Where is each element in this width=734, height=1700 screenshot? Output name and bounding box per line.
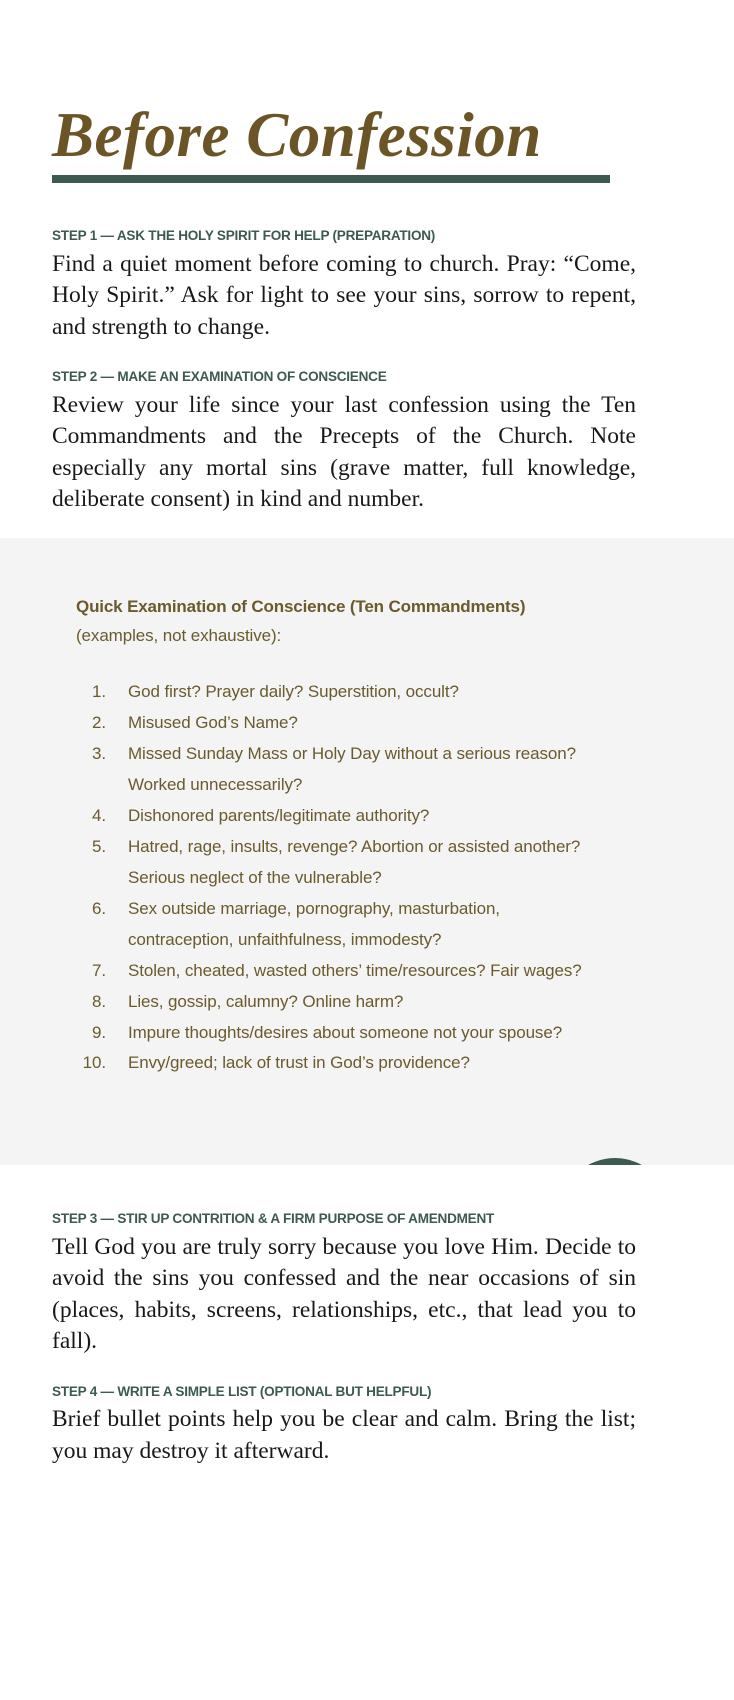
list-item [76,1018,606,1049]
list-item-text: Dishonored parents/legitimate authority? [128,805,430,825]
list-item-number: 7. [92,960,106,980]
list-item [76,832,606,894]
step-4-heading: STEP 4 — WRITE A SIMPLE LIST (OPTIONAL BUT HELPFUL) [52,1383,432,1400]
list-item-text: God first? Prayer daily? Superstition, occult? [128,682,459,702]
list-item-number: 3. [92,744,106,764]
list-item [76,739,606,801]
list-item-text: Misused God’s Name? [128,713,298,733]
step-2-heading: STEP 2 — MAKE AN EXAMINATION OF CONSCIENCE [52,369,387,386]
examination-list [76,677,606,1079]
list-item [76,894,606,956]
step-3-body: Tell God you are truly sorry because you love Him. Decide to avoid the sins you confessed and the near occasions of sin (places, habits, screens, relationships, etc., that lead you to fall). [52,1233,636,1355]
callout-title: Quick Examination of Conscience (Ten Commandments) [76,597,526,616]
list-item-number: 4. [92,805,106,825]
examination-callout-box [0,538,734,1165]
magnifying-glass-icon [545,1143,734,1165]
list-item-number: 10. [82,1053,106,1073]
list-item [76,987,606,1018]
list-item-number: 2. [92,713,106,733]
list-item-text: Sex outside marriage, pornography, masturbation, contraception, unfaithfulness, immodesty? [128,898,500,949]
list-item [76,801,606,832]
list-item-number: 5. [92,836,106,856]
title-block [52,100,652,183]
list-item-text: Impure thoughts/desires about someone not your spouse? [128,1022,563,1042]
callout-content [76,596,606,1079]
step-2-block [52,369,636,516]
title-underline-rule [52,175,610,183]
step-1-heading: STEP 1 — ASK THE HOLY SPIRIT FOR HELP (PREPARATION) [52,228,436,244]
list-item [76,677,606,708]
list-item-text: Stolen, cheated, wasted others’ time/resources? Fair wages? [128,960,582,980]
upper-steps-section [52,228,636,542]
list-item [76,1048,606,1079]
list-item-text: Lies, gossip, calumny? Online harm? [128,991,404,1011]
step-3-block [52,1211,636,1358]
callout-subtitle: (examples, not exhaustive): [76,626,282,646]
list-item-number: 6. [92,898,106,918]
list-item [76,956,606,987]
list-item-number: 9. [92,1022,106,1042]
list-item [76,708,606,739]
step-4-body: Brief bullet points help you be clear and calm. Bring the list; you may destroy it afterward. [52,1406,636,1464]
step-2-body: Review your life since your last confession using the Ten Commandments and the Precepts of the Church. Note especially any mortal sins (grave matter, full knowledge, deliberate consent) in kind and number. [52,391,636,513]
list-item-number: 8. [92,991,106,1011]
step-1-block [52,228,636,343]
list-item-number: 1. [92,682,106,702]
step-3-heading: STEP 3 — STIR UP CONTRITION & A FIRM PURPOSE OF AMENDMENT [52,1211,495,1227]
step-1-body: Find a quiet moment before coming to church. Pray: “Come, Holy Spirit.” Ask for light to see your sins, sorrow to repent, and strength to change. [52,250,636,340]
page-title: Before Confession [52,100,542,170]
step-4-block [52,1384,636,1468]
list-item-text: Hatred, rage, insults, revenge? Abortion or assisted another? Serious neglect of the vulnerable? [128,836,581,887]
list-item-text: Missed Sunday Mass or Holy Day without a serious reason? Worked unnecessarily? [128,744,576,794]
lower-steps-section [52,1211,636,1493]
list-item-text: Envy/greed; lack of trust in God’s providence? [128,1053,470,1073]
